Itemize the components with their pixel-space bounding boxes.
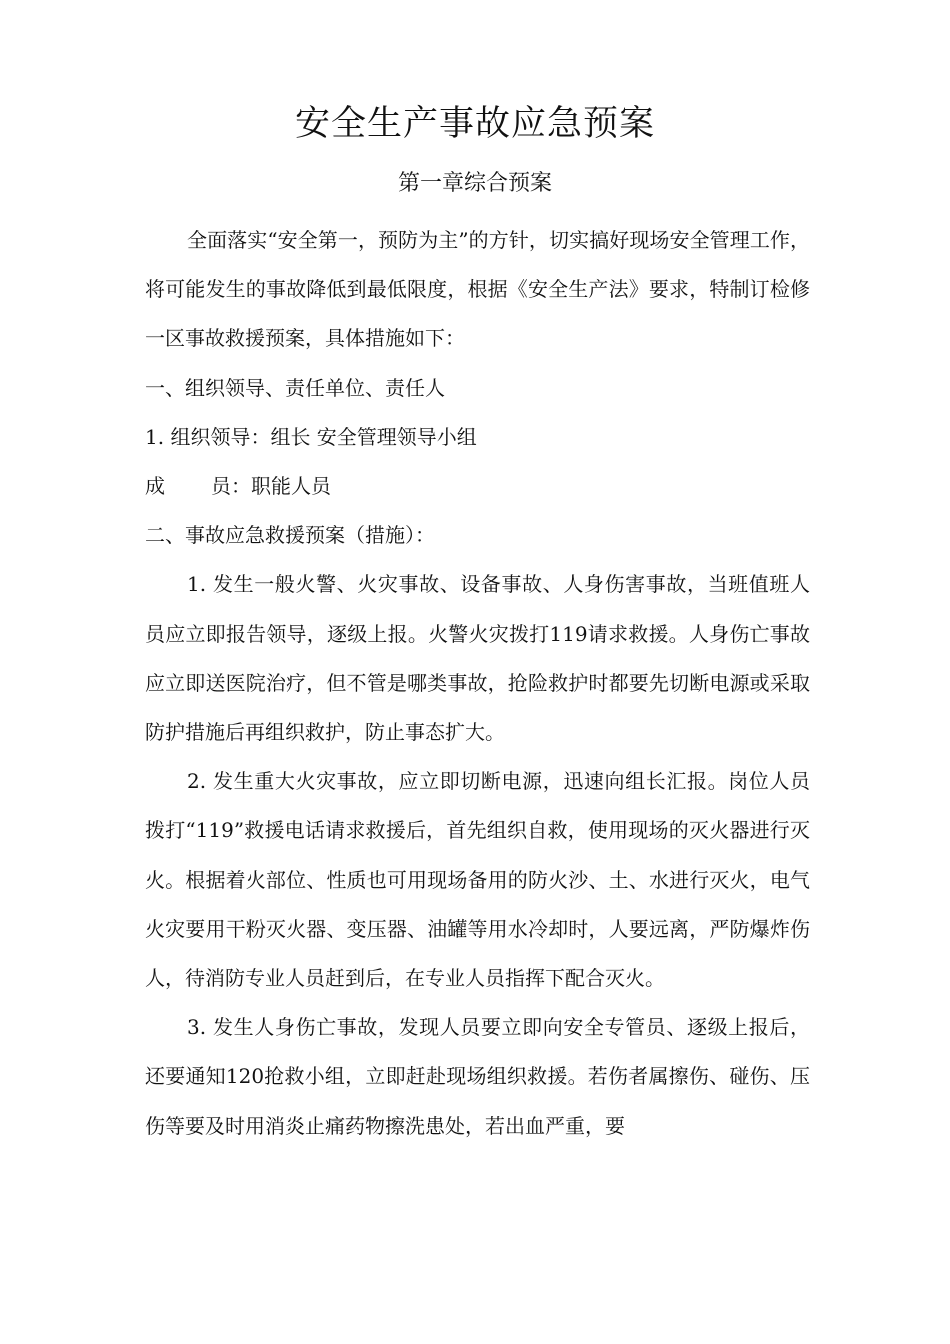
members-label-first-char: 成 — [145, 474, 165, 499]
document-title: 安全生产事故应急预案 — [294, 104, 655, 144]
measure-item-1: 1. 发生一般火警、火灾事故、设备事故、人身伤害事故，当班值班人员应立即报告领导，逐级上报。火警火灾拨打119请求救援。人身伤亡事故应立即送医院治疗，但不管是哪类事故，抢险救护时都要先切断电源或采取防护措施后再组织救护，防止事态扩大。 — [145, 572, 810, 745]
organization-leader-line: 1. 组织领导：组长 安全管理领导小组 — [145, 424, 477, 449]
section2-heading: 二、事故应急救援预案（措施）： — [145, 523, 435, 548]
members-line — [145, 462, 810, 511]
measure-item-3: 3. 发生人身伤亡事故，发现人员要立即向安全专管员、逐级上报后，还要通知120抢救小组，立即赶赴现场组织救援。若伤者属擦伤、碰伤、压伤等要及时用消炎止痛药物擦洗患处，若出血严重，要 — [145, 1015, 810, 1138]
section1-heading: 一、组织领导、责任单位、责任人 — [145, 375, 445, 400]
intro-paragraph: 全面落实“安全第一，预防为主”的方针，切实搞好现场安全管理工作，将可能发生的事故降低到最低限度，根据《安全生产法》要求，特制订检修一区事故救援预案，具体措施如下： — [145, 228, 810, 351]
chapter-heading: 第一章综合预案 — [397, 171, 552, 196]
document-body — [145, 216, 810, 1151]
members-label-rest: 员：职能人员 — [211, 474, 331, 499]
measure-item-2: 2. 发生重大火灾事故，应立即切断电源，迅速向组长汇报。岗位人员拨打“119”救援电话请求救援后，首先组织自救，使用现场的灭火器进行灭火。根据着火部位、性质也可用现场备用的防火沙、土、水进行灭火，电气火灾要用干粉灭火器、变压器、油罐等用水冷却时，人要远离，严防爆炸伤人，待消防专业人员赶到后，在专业人员指挥下配合灭火。 — [145, 769, 810, 991]
